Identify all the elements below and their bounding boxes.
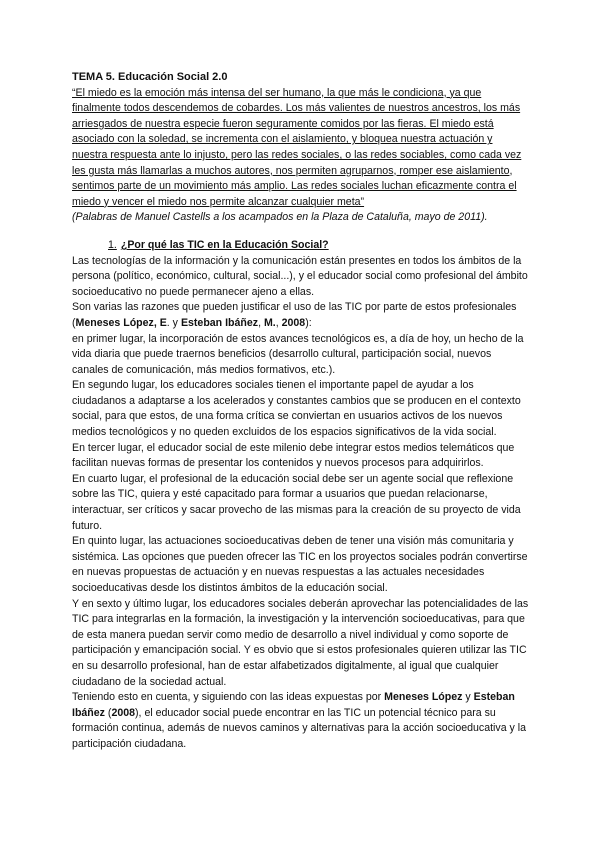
citation-year: 2008 (281, 316, 306, 329)
citation-separator: , (258, 316, 264, 329)
citation-initial: M. (263, 316, 276, 329)
quote-source: (Palabras de Manuel Castells a los acampados en la Plaza de Cataluña, mayo de 2011). (72, 211, 488, 224)
document-title: TEMA 5. Educación Social 2.0 (72, 71, 228, 83)
citation-author-1: Meneses López, E (75, 316, 167, 329)
paragraph-2 (72, 300, 530, 331)
section-number: 1. (108, 238, 117, 251)
section-heading-text: ¿Por qué las TIC en la Educación Social? (120, 238, 329, 251)
citation-separator: , (275, 316, 282, 329)
paragraph-2-text: Son varias las razones que pueden justificar el uso de las TIC por parte de estos profesionales ( (72, 301, 517, 329)
citation-author-2: Esteban Ibáñez (72, 691, 515, 719)
paragraph-7: En quinto lugar, las actuaciones socioeducativas deben de tener una visión más comunitaria y sistémica. Las opciones que pueden ofrecer las TIC en los proyectos sociales podrán convertirse en nuevas propuestas de actuación y en nuevas respuestas a las actuales necesidades socioeducativas desde los distintos ámbitos de la educación social. (72, 535, 528, 594)
paragraph-5: En tercer lugar, el educador social de este milenio debe integrar estos medios telemáticos que facilitan nuevas formas de presentar los contenidos y nuevos procesos para adquirirlos. (72, 441, 515, 470)
citation-separator: . y (166, 316, 181, 329)
epigraph-quote: “El miedo es la emoción más intensa del ser humano, la que más le condiciona, ya que finalmente todos descendemos de cobardes. Los más valientes de nuestros ancestros, los más arriesgados de nuestra especie fueron seguramente comidos por las fieras. El miedo está asociado con la soledad, se incrementa con el aislamiento, y bloquea nuestra actuación y nuestra respuesta ante lo injusto, pero las redes sociales, o las redes sociables, como cada vez les gusta más llamarlas a muchos autores, nos permiten agruparnos, romper ese aislamiento, sentimos parte de un movimiento más amplio. Las redes sociales luchan eficazmente contra el miedo y vencer el miedo nos permite alcanzar cualquier meta” (72, 86, 522, 208)
paragraph-9 (72, 690, 530, 752)
paragraph-3: en primer lugar, la incorporación de estos avances tecnológicos es, a día de hoy, un hecho de la vida diaria que puede traernos beneficios (desarrollo cultural, participación social, nuevos canales de comunicación, más medios formativos, etc.). (72, 332, 524, 376)
paragraph-9-text: Teniendo esto en cuenta, y siguiendo con las ideas expuestas por (72, 691, 385, 704)
paragraph-1: Las tecnologías de la información y la comunicación están presentes en todos los ámbitos de la persona (político, económico, cultural, social...), y el educador social como profesional del ámbito socioeducativo no puede permanecer ajeno a ellas. (72, 254, 528, 298)
paragraph-4: En segundo lugar, los educadores sociales tienen el importante papel de ayudar a los ciudadanos a adaptarse a los acelerados y constantes cambios que se producen en el contexto social, para que estos, de una forma crítica se conviertan en usuarios activos de los nuevos medios tecnológicos y no queden excluidos de los espacios significativos de la vida social. (72, 379, 521, 439)
paragraph-2-end: ): (305, 316, 312, 329)
citation-separator: y (462, 691, 474, 704)
paragraph-9-end: ), el educador social puede encontrar en las TIC un potencial técnico para su formación continua, además de nuevos caminos y alternativas para la acción socioeducativa y la participación ciudadana. (72, 706, 527, 750)
paragraph-8: Y en sexto y último lugar, los educadores sociales deberán aprovechar las potencialidades de las TIC para integrarlas en la formación, la investigación y la intervención socioeducativas, para que de esta manera puedan servir como medio de desarrollo a nivel individual y como soporte de participación y emancipación social. Y es obvio que si estos profesionales quieren utilizar las TIC en su desarrollo profesional, han de estar alfabetizados digitalmente, al igual que cualquier ciudadano de la sociedad actual. (72, 597, 529, 688)
citation-author-1: Meneses López (384, 691, 463, 704)
citation-year: 2008 (111, 706, 136, 719)
section-heading (72, 238, 530, 254)
document-content (72, 70, 530, 753)
paragraph-6: En cuarto lugar, el profesional de la educación social debe ser un agente social que reflexione sobre las TIC, quiera y esté capacitado para formar a usuarios que puedan relacionarse, interactuar, ser críticos y sacar provecho de las mismas para la creación de su proyecto de vida futuro. (72, 472, 521, 532)
citation-author-2: Esteban Ibáñez (180, 316, 259, 329)
citation-separator: ( (104, 706, 112, 719)
